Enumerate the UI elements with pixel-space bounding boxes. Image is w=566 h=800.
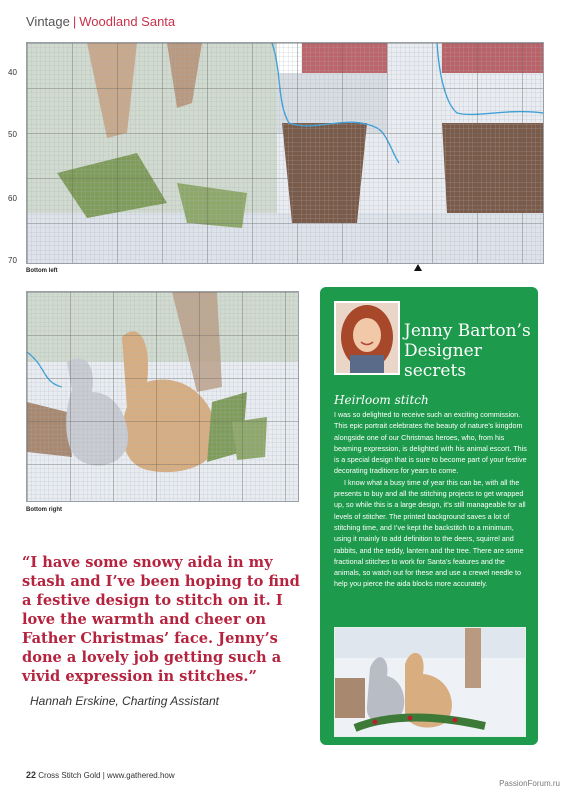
row-number-50: 50 bbox=[8, 130, 17, 139]
magazine-name: Cross Stitch Gold bbox=[38, 771, 101, 780]
footer-divider: | bbox=[102, 771, 105, 780]
running-header bbox=[26, 14, 175, 29]
page-number: 22 bbox=[26, 770, 37, 780]
panel-subtitle: Heirloom stitch bbox=[334, 393, 429, 407]
designer-photo bbox=[334, 301, 400, 375]
row-number-40: 40 bbox=[8, 68, 17, 77]
pull-quote: “I have some snowy aida in my stash and I’ve been hoping to find a festive design to stitch on it. I love the warmth and cheer on Father Christmas’ face. Jenny’s done a lovely job getting such a vivid expression in stitches.” bbox=[22, 554, 300, 685]
section-label: Vintage bbox=[26, 14, 70, 29]
section-title: Woodland Santa bbox=[79, 14, 176, 29]
panel-paragraph-1: I was so delighted to receive such an exciting commission. This epic portrait celebrates the beauty of nature’s kingdom alongside one of our Christmas heroes, who, from his beaming expression, is delighted with his animal escort. This is a special design that is sure to become part of your festive decorating traditions for years to come. bbox=[334, 410, 527, 476]
center-arrow-icon bbox=[414, 264, 422, 271]
row-number-70: 70 bbox=[8, 256, 17, 265]
cross-stitch-grid-bottom bbox=[27, 292, 298, 501]
website-link[interactable]: www.gathered.how bbox=[107, 771, 175, 780]
chart-bottom-left bbox=[26, 42, 544, 264]
page-footer bbox=[26, 770, 175, 780]
quote-attribution: Hannah Erskine, Charting Assistant bbox=[30, 694, 219, 708]
caption-bottom-right: Bottom right bbox=[26, 507, 62, 513]
chart-bottom-right bbox=[26, 291, 299, 502]
panel-paragraph-2: I know what a busy time of year this can be, with all the presents to buy and all the stitching projects to get wrapped up, so while this is a large design, it’s still manageable for all levels of stitcher. The printed background saves a lot of stitching time, and I’ve kept the backstitch to a minimum, using it mainly to add definition to the deers, squirrel and rabbits, and the teddy, lantern and the tree. There are some fractional stitches to work for Santa’s features and the animals, so watch out for these and use a crewel needle to help you pierce the aida blocks more accurately. bbox=[334, 477, 526, 589]
row-number-60: 60 bbox=[8, 194, 17, 203]
cross-stitch-grid-top bbox=[27, 43, 543, 263]
header-separator: | bbox=[72, 14, 77, 29]
panel-body bbox=[334, 409, 529, 590]
designer-secrets-panel bbox=[320, 287, 538, 745]
watermark: PassionForum.ru bbox=[499, 779, 560, 788]
stitched-rabbits-photo bbox=[334, 627, 526, 737]
panel-title-line1: Jenny Barton’s bbox=[404, 321, 531, 341]
panel-title bbox=[404, 321, 534, 381]
panel-title-line2: Designer secrets bbox=[404, 341, 482, 381]
caption-bottom-left: Bottom left bbox=[26, 268, 58, 274]
